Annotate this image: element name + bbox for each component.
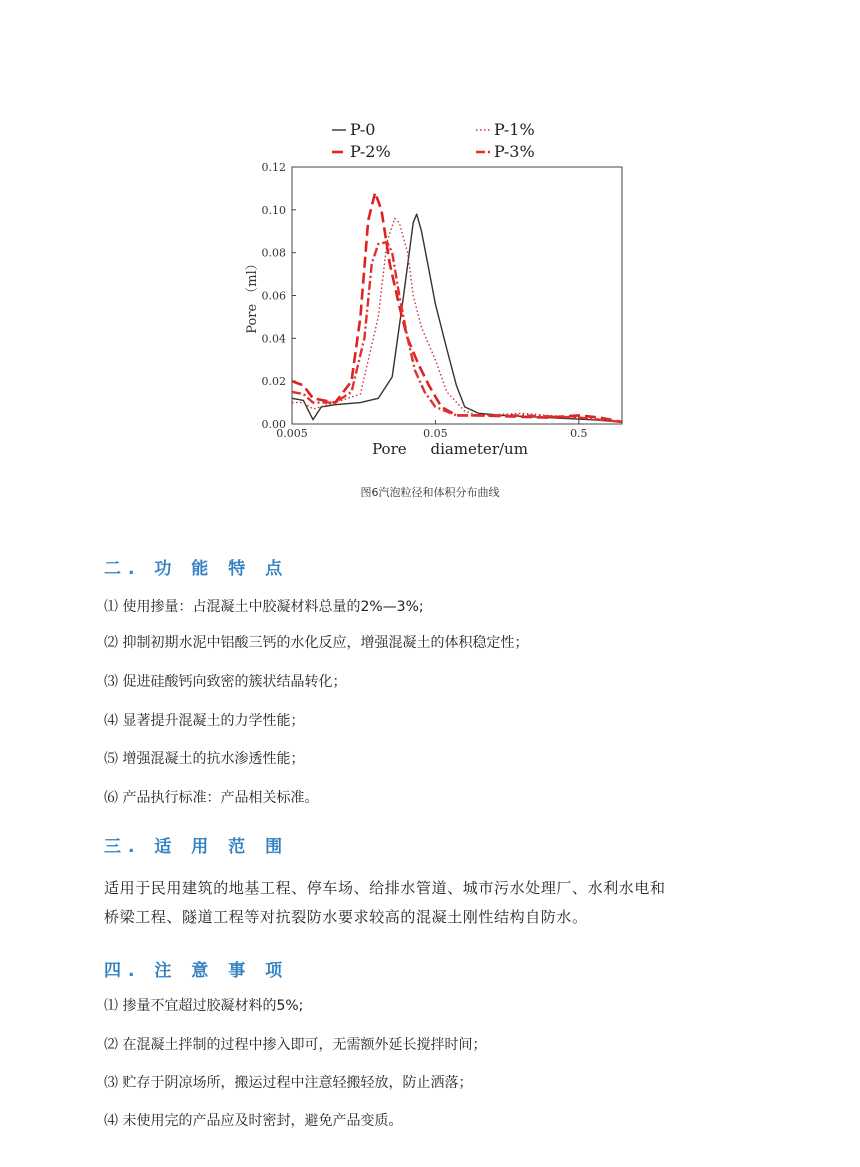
note-item: ⑶ 贮存于阴凉场所，搬运过程中注意轻搬轻放，防止洒落；	[104, 1075, 473, 1091]
feature-item: ⑴ 使用掺量：占混凝土中胶凝材料总量的2%—3%;	[104, 599, 424, 615]
series-line-p-3-	[292, 242, 622, 422]
section-title-features: 二. 功 能 特 点	[104, 559, 290, 579]
feature-item: ⑷ 显著提升混凝土的力学性能；	[104, 713, 305, 729]
y-tick-label: 0.02	[261, 375, 286, 389]
feature-item: ⑸ 增强混凝土的抗水渗透性能；	[104, 751, 305, 767]
y-tick-label: 0.04	[261, 332, 286, 346]
feature-item: ⑵ 抑制初期水泥中铝酸三钙的水化反应，增强混凝土的体积稳定性；	[104, 635, 529, 651]
feature-item: ⑶ 促进硅酸钙向致密的簇状结晶转化；	[104, 674, 347, 690]
scope-line: 适用于民用建筑的地基工程、停车场、给排水管道、城市污水处理厂、水利水电和	[104, 879, 666, 897]
legend-label: P-0	[350, 120, 376, 139]
note-item: ⑷ 未使用完的产品应及时密封，避免产品变质。	[104, 1113, 403, 1129]
series-line-p-0	[292, 214, 622, 422]
x-tick-label: 0.05	[423, 427, 448, 440]
legend-label: P-3%	[494, 142, 535, 161]
x-axis-label: Pore diameter/um	[372, 440, 528, 458]
feature-item: ⑹ 产品执行标准：产品相关标准。	[104, 790, 319, 806]
scope-paragraph	[104, 874, 764, 932]
section-title-scope: 三. 适 用 范 围	[104, 837, 290, 857]
pore-distribution-chart	[240, 110, 630, 460]
y-axis-label: Pore （ml）	[245, 257, 260, 334]
y-tick-label: 0.08	[261, 246, 286, 260]
series-line-p-1-	[292, 218, 622, 422]
note-item: ⑵ 在混凝土拌制的过程中掺入即可，无需额外延长搅拌时间；	[104, 1037, 487, 1053]
figure-caption: 图6汽泡粒径和体积分布曲线	[360, 486, 500, 499]
chart-canvas	[240, 110, 630, 460]
y-tick-label: 0.10	[261, 203, 286, 217]
legend-label: P-1%	[494, 120, 535, 139]
y-tick-label: 0.00	[261, 418, 286, 431]
y-tick-label: 0.06	[261, 289, 286, 303]
section-title-notes: 四. 注 意 事 项	[104, 961, 290, 981]
scope-line: 桥梁工程、隧道工程等对抗裂防水要求较高的混凝土刚性结构自防水。	[104, 908, 588, 926]
y-tick-label: 0.12	[261, 161, 286, 174]
note-item: ⑴ 掺量不宜超过胶凝材料的5%;	[104, 998, 304, 1014]
x-tick-label: 0.005	[276, 427, 308, 440]
x-tick-label: 0.5	[570, 427, 588, 440]
legend-label: P-2%	[350, 142, 391, 161]
